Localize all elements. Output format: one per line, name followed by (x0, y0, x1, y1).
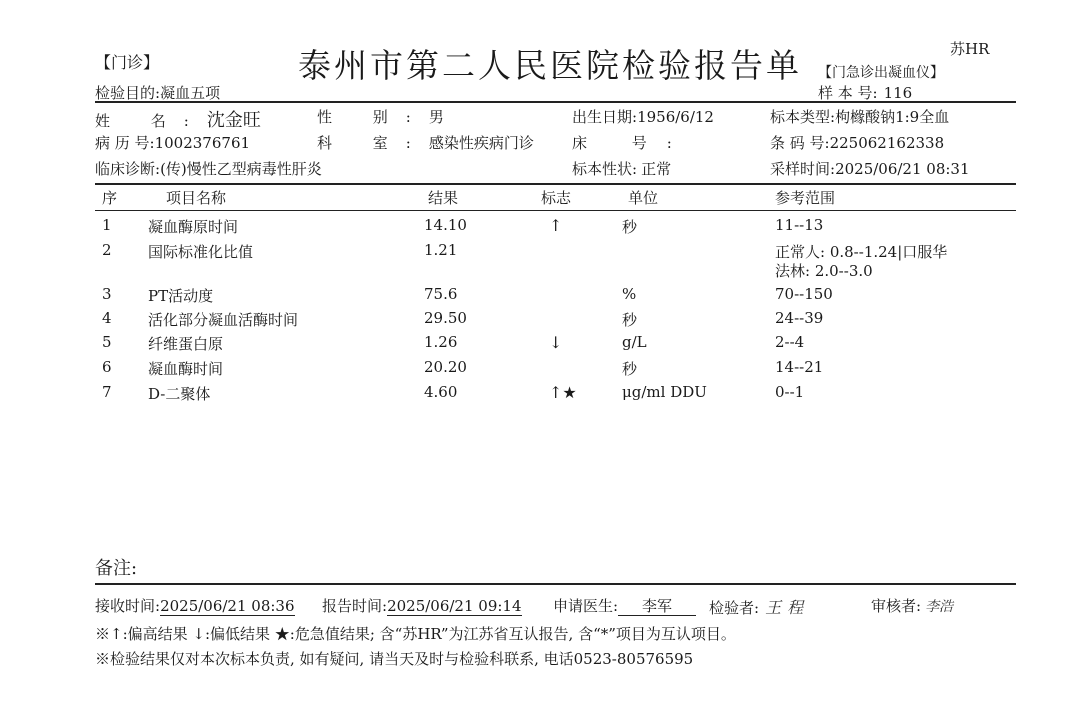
row-unit: g/L (622, 333, 647, 351)
requesting-doctor (553, 595, 696, 616)
row-result: 14.10 (424, 216, 467, 234)
row-unit: 秒 (622, 218, 638, 236)
specimen-state-value: 正常 (641, 160, 672, 178)
record-number (95, 132, 250, 153)
row-item-name: D-二聚体 (148, 385, 211, 403)
sample-number (818, 82, 912, 103)
patient-gender-label: 性 别: (317, 108, 429, 126)
row-unit: μg/ml DDU (622, 383, 707, 401)
row-result: 29.50 (424, 309, 467, 327)
requesting-doctor-value: 李军 (618, 597, 696, 616)
barcode-label: 条 码 号: (770, 134, 830, 152)
row-ref-range: 11--13 (775, 216, 824, 234)
row-no: 1 (102, 216, 112, 234)
row-unit: % (622, 285, 637, 303)
row-item-name: 凝血酶时间 (148, 360, 224, 378)
bed-number-label: 床 号: (572, 134, 692, 152)
row-ref-range: 24--39 (775, 309, 824, 327)
row-no: 6 (102, 358, 112, 376)
test-purpose-value: 凝血五项 (160, 84, 221, 102)
sample-number-value: 116 (883, 84, 913, 102)
row-result: 20.20 (424, 358, 467, 376)
report-time-label: 报告时间: (322, 597, 388, 615)
disclaimer-note: ※检验结果仅对本次标本负责, 如有疑问, 请当天及时与检验科联系, 电话0523-80576595 (95, 650, 694, 668)
table-header-divider (95, 210, 1016, 211)
legend-note: ※↑:偏高结果 ↓:偏低结果 ★:危急值结果; 含“苏HR”为江苏省互认报告, 含“*”项目为互认项目。 (95, 625, 736, 643)
col-header-unit: 单位 (628, 189, 659, 207)
receive-time-label: 接收时间: (95, 597, 161, 615)
table-row (0, 241, 1080, 280)
footer-divider (95, 583, 1016, 585)
tester (709, 595, 809, 618)
sampling-time (770, 158, 970, 179)
receive-time (95, 595, 295, 616)
row-ref-range: 14--21 (775, 358, 824, 376)
barcode-value: 225062162338 (829, 134, 945, 152)
remarks-label: 备注: (95, 558, 138, 579)
specimen-state (572, 158, 671, 179)
report-title: 泰州市第二人民医院检验报告单 (298, 46, 802, 85)
visit-type-label: 【门诊】 (95, 53, 160, 72)
patient-name (95, 106, 261, 132)
specimen-type-label: 标本类型: (770, 108, 836, 126)
bed-number (572, 132, 692, 153)
specimen-type-value: 枸橼酸钠1:9全血 (835, 108, 950, 126)
patient-dob-label: 出生日期: (572, 108, 638, 126)
patient-name-value: 沈金旺 (206, 110, 261, 131)
row-unit: 秒 (622, 311, 638, 329)
col-header-flag: 标志 (541, 189, 572, 207)
table-row (0, 309, 1080, 331)
patient-dob-value: 1956/6/12 (637, 108, 714, 126)
table-row (0, 358, 1080, 380)
receive-time-value: 2025/06/21 08:36 (160, 597, 295, 615)
row-no: 7 (102, 383, 112, 401)
barcode (770, 132, 944, 153)
row-no: 3 (102, 285, 112, 303)
row-result: 75.6 (424, 285, 458, 303)
test-purpose (95, 82, 220, 103)
department (317, 132, 534, 153)
table-header (0, 187, 1080, 209)
patient-dob (572, 106, 714, 127)
reviewer-signature: 李浩 (925, 599, 954, 615)
specimen-state-label: 标本性状: (572, 160, 638, 178)
row-ref-range-cont: 法林: 2.0--3.0 (775, 262, 873, 280)
table-row (0, 216, 1080, 238)
header-divider (95, 101, 1016, 103)
tester-signature: 王程 (765, 598, 810, 617)
instrument-label: 【门急诊出凝血仪】 (818, 65, 944, 81)
row-no: 5 (102, 333, 112, 351)
table-top-divider (95, 183, 1016, 185)
sampling-time-label: 采样时间: (770, 160, 836, 178)
col-header-result: 结果 (428, 189, 459, 207)
patient-gender (317, 106, 444, 127)
reviewer-label: 审核者: (871, 597, 922, 615)
record-number-value: 1002376761 (154, 134, 251, 152)
table-row (0, 285, 1080, 307)
row-item-name: 凝血酶原时间 (148, 218, 239, 236)
sample-number-label: 样 本 号: (818, 84, 878, 102)
tester-label: 检验者: (709, 599, 760, 617)
row-flag: ↑ (549, 216, 563, 235)
specimen-type (770, 106, 949, 127)
row-ref-range: 2--4 (775, 333, 805, 351)
table-row (0, 333, 1080, 355)
requesting-doctor-label: 申请医生: (553, 597, 619, 615)
col-header-no: 序 (102, 189, 118, 207)
clinical-diagnosis (95, 158, 322, 179)
test-purpose-label: 检验目的: (95, 84, 161, 102)
row-ref-range: 正常人: 0.8--1.24|口服华 (775, 243, 948, 261)
row-item-name: 国际标准化比值 (148, 243, 254, 261)
clinical-diagnosis-value: (传)慢性乙型病毒性肝炎 (160, 160, 322, 178)
table-row (0, 383, 1080, 405)
su-hr-badge: 苏HR (950, 40, 990, 58)
report-time (322, 595, 522, 616)
col-header-name: 项目名称 (166, 189, 227, 207)
sampling-time-value: 2025/06/21 08:31 (835, 160, 970, 178)
row-flag: ↑★ (549, 383, 577, 402)
col-header-ref: 参考范围 (775, 189, 836, 207)
patient-gender-value: 男 (428, 108, 444, 126)
patient-name-label: 姓 名: (95, 112, 207, 130)
row-result: 1.21 (424, 241, 458, 259)
row-result: 4.60 (424, 383, 458, 401)
row-ref-range: 0--1 (775, 383, 805, 401)
report-time-value: 2025/06/21 09:14 (387, 597, 522, 615)
record-number-label: 病 历 号: (95, 134, 155, 152)
row-item-name: 活化部分凝血活酶时间 (148, 311, 299, 329)
row-no: 2 (102, 241, 112, 259)
department-label: 科 室: (317, 134, 429, 152)
row-no: 4 (102, 309, 112, 327)
row-item-name: PT活动度 (148, 287, 214, 305)
department-value: 感染性疾病门诊 (428, 134, 534, 152)
row-result: 1.26 (424, 333, 458, 351)
clinical-diagnosis-label: 临床诊断: (95, 160, 161, 178)
row-item-name: 纤维蛋白原 (148, 335, 224, 353)
row-flag: ↓ (549, 333, 563, 352)
row-ref-range: 70--150 (775, 285, 833, 303)
reviewer (871, 595, 953, 616)
row-unit: 秒 (622, 360, 638, 378)
